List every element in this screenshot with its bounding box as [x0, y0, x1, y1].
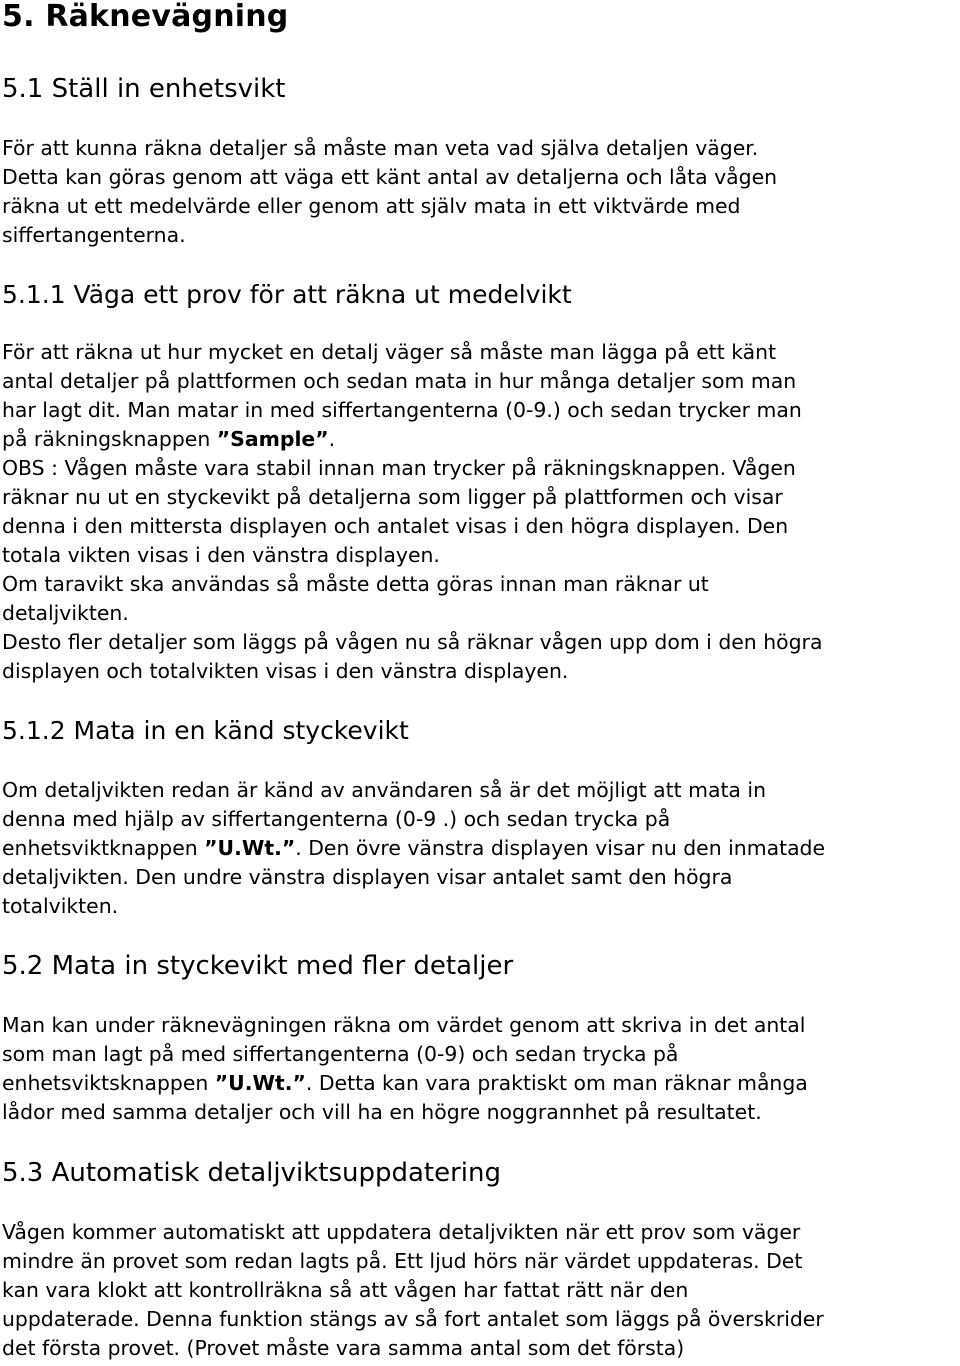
page-title: 5. Räknevägning [2, 0, 289, 34]
section-heading-5-3: 5.3 Automatisk detaljviktsuppdatering [2, 1158, 502, 1188]
sample-key-label: ”Sample” [216, 427, 329, 451]
text-fragment: enhetsviktsknappen [2, 1071, 215, 1095]
text-line: detaljvikten. Den undre vänstra displayen visar antalet samt den högra [2, 865, 733, 889]
spacer [2, 34, 960, 74]
section-heading-5-1-2: 5.1.2 Mata in en känd styckevikt [2, 716, 409, 745]
text-line: har lagt dit. Man matar in med siffertangenterna (0-9.) och sedan trycker man [2, 398, 802, 422]
section-5-1-paragraph [2, 134, 960, 250]
unit-weight-key-label: ”U.Wt.” [214, 1071, 306, 1095]
text-line: antal detaljer på plattformen och sedan mata in hur många detaljer som man [2, 369, 797, 393]
text-fragment: . [328, 427, 336, 451]
text-line: Vågen kommer automatiskt att uppdatera detaljvikten när ett prov som väger [2, 1220, 801, 1244]
spacer [2, 1188, 960, 1218]
text-line: det första provet. (Provet måste vara samma antal som det första) [2, 1336, 685, 1360]
text-line: Detta kan göras genom att väga ett känt antal av detaljerna och låta vågen [2, 165, 778, 189]
text-line: kan vara klokt att kontrollräkna så att vågen har fattat rätt när den [2, 1278, 689, 1302]
text-fragment: Vågen [726, 456, 796, 480]
spacer [2, 1127, 960, 1158]
text-line: Om detaljvikten redan är känd av användaren så är det möjligt att mata in [2, 778, 767, 802]
section-5-1-2-paragraph [2, 776, 960, 921]
spacer [2, 921, 960, 951]
text-line: siffertangenterna. [2, 223, 186, 247]
text-line: detaljvikten. [2, 601, 129, 625]
text-line: uppdaterade. Denna funktion stängs av så fort antalet som läggs på överskrider [2, 1307, 824, 1331]
section-heading-5-1: 5.1 Ställ in enhetsvikt [2, 74, 286, 104]
text-line: lådor med samma detaljer och vill ha en högre noggrannhet på resultatet. [2, 1100, 762, 1124]
section-5-1-1-paragraph [2, 338, 960, 686]
text-line: displayen och totalvikten visas i den vänstra displayen. [2, 659, 569, 683]
section-heading-5-2: 5.2 Mata in styckevikt med fler detaljer [2, 951, 514, 981]
text-fragment: på räkningsknappen [2, 427, 217, 451]
spacer [2, 104, 960, 134]
text-line: mindre än provet som redan lagts på. Ett ljud hörs när värdet uppdateras. Det [2, 1249, 803, 1273]
text-line: Om taravikt ska användas så måste detta göras innan man räknar ut [2, 572, 709, 596]
spacer [2, 686, 960, 716]
text-line: som man lagt på med siffertangenterna (0-9) och sedan trycka på [2, 1042, 679, 1066]
text-line: Man kan under räknevägningen räkna om värdet genom att skriva in det antal [2, 1013, 806, 1037]
text-line: räkna ut ett medelvärde eller genom att själv mata in ett viktvärde med [2, 194, 741, 218]
text-line: denna i den mittersta displayen och antalet visas i den högra displayen. Den [2, 514, 789, 538]
text-line [2, 834, 960, 863]
text-line: totala vikten visas i den vänstra displayen. [2, 543, 440, 567]
spacer [2, 746, 960, 776]
spacer [2, 981, 960, 1011]
section-heading-5-1-1: 5.1.1 Väga ett prov för att räkna ut medelvikt [2, 280, 572, 309]
text-line [2, 1069, 960, 1098]
text-line: Desto fler detaljer som läggs på vågen nu så räknar vågen upp dom i den högra [2, 630, 823, 654]
unit-weight-key-label: ”U.Wt.” [204, 836, 296, 860]
text-fragment: . Den övre vänstra displayen visar nu den inmatade [295, 836, 826, 860]
text-line: räknar nu ut en styckevikt på detaljerna som ligger på plattformen och visar [2, 485, 783, 509]
spacer [2, 310, 960, 338]
text-line: För att räkna ut hur mycket en detalj väger så måste man lägga på ett känt [2, 340, 777, 364]
text-fragment: enhetsviktknappen [2, 836, 205, 860]
text-line [2, 454, 960, 483]
text-fragment: OBS : Vågen måste vara stabil innan man trycker på räkningsknappen. [2, 456, 727, 480]
text-line: denna med hjälp av siffertangenterna (0-9 .) och sedan trycka på [2, 807, 671, 831]
text-line [2, 425, 960, 454]
text-line: För att kunna räkna detaljer så måste man veta vad själva detaljen väger. [2, 136, 759, 160]
text-fragment: . Detta kan vara praktiskt om man räknar många [305, 1071, 808, 1095]
text-line: totalvikten. [2, 894, 119, 918]
spacer [2, 250, 960, 280]
section-5-3-paragraph [2, 1218, 960, 1363]
section-5-2-paragraph [2, 1011, 960, 1127]
